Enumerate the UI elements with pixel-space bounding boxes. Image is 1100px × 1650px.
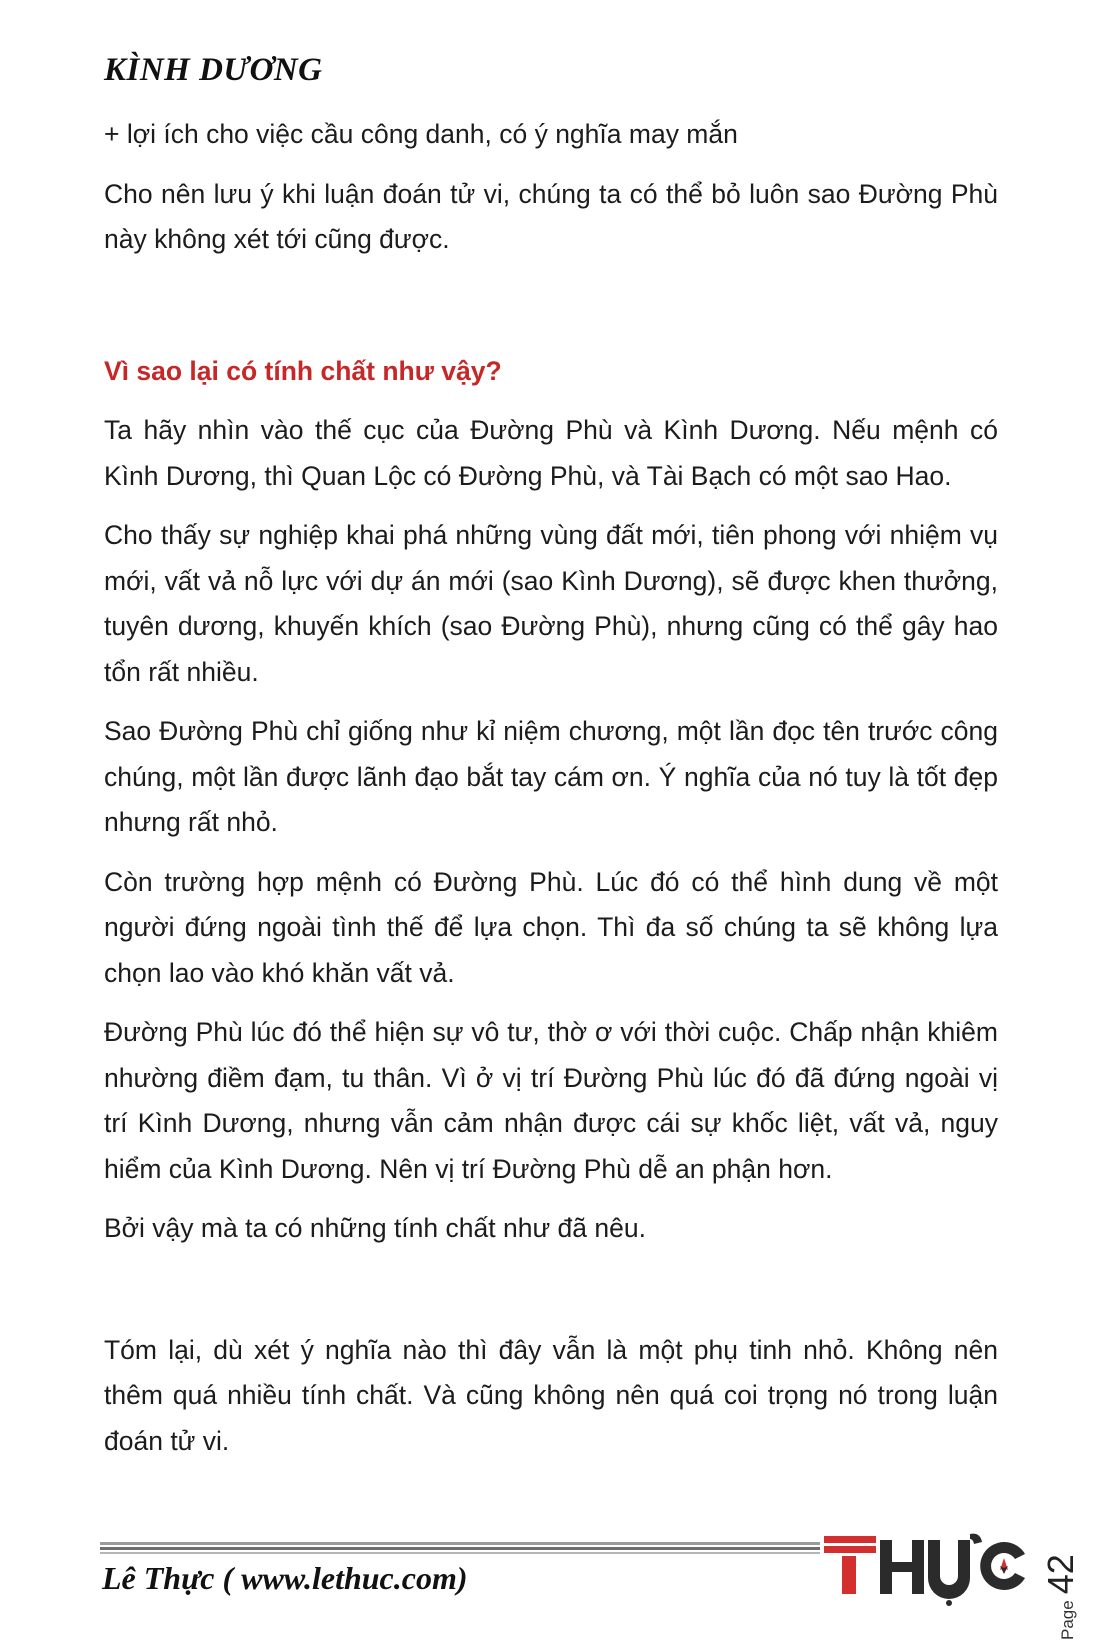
logo-letter-h — [880, 1540, 924, 1594]
page-number-value: 42 — [1040, 1554, 1081, 1595]
footer-divider — [100, 1542, 820, 1556]
logo-letter-u — [928, 1534, 982, 1606]
page-header-title: KÌNH DƯƠNG — [104, 52, 323, 88]
paragraph-structure: Ta hãy nhìn vào thế cục của Đường Phù và Kình Dương. Nếu mệnh có Kình Dương, thì Quan Lộc có Đường Phù, và Tài Bạch có một sao Hao. — [104, 415, 998, 491]
thuc-logo — [822, 1526, 1032, 1606]
paragraph-career: Cho thấy sự nghiệp khai phá những vùng đất mới, tiên phong với nhiệm vụ mới, vất vả nỗ lực với dự án mới (sao Kình Dương), sẽ được khen thưởng, tuyên dương, khuyến khích (sao Đường Phù), nhưng cũng có thể gây hao tổn rất nhiều. — [104, 520, 998, 687]
main-content — [104, 112, 998, 1478]
paragraph-summary: Tóm lại, dù xét ý nghĩa nào thì đây vẫn là một phụ tinh nhỏ. Không nên thêm quá nhiều tính chất. Và cũng không nên quá coi trọng nó trong luận đoán tử vi. — [104, 1334, 998, 1456]
paragraph-note: Cho nên lưu ý khi luận đoán tử vi, chúng ta có thể bỏ luôn sao Đường Phù này không xét tới cũng được. — [104, 178, 998, 254]
paragraph-medal: Sao Đường Phù chỉ giống như kỉ niệm chương, một lần đọc tên trước công chúng, một lần được lãnh đạo bắt tay cám ơn. Ý nghĩa của nó tuy là tốt đẹp nhưng rất nhỏ. — [104, 716, 998, 837]
paragraph-conclusion: Bởi vậy mà ta có những tính chất như đã nêu. — [104, 1213, 646, 1243]
page-label: Page — [1058, 1600, 1077, 1640]
paragraph-benefit: + lợi ích cho việc cầu công danh, có ý nghĩa may mắn — [104, 119, 738, 149]
section-heading: Vì sao lại có tính chất như vậy? — [104, 355, 502, 386]
footer-author: Lê Thực ( www.lethuc.com) — [102, 1560, 468, 1596]
page-number — [1040, 1520, 1080, 1640]
paragraph-life-case: Còn trường hợp mệnh có Đường Phù. Lúc đó có thể hình dung về một người đứng ngoài tình thế để lựa chọn. Thì đa số chúng ta sẽ không lựa chọn lao vào khó khăn vất vả. — [104, 866, 998, 988]
paragraph-indifference: Đường Phù lúc đó thể hiện sự vô tư, thờ ơ với thời cuộc. Chấp nhận khiêm nhường điềm đạm, tu thân. Vì ở vị trí Đường Phù lúc đó đã đứng ngoài vị trí Kình Dương, nhưng vẫn cảm nhận được cái sự khốc liệt, vất vả, nguy hiểm của Kình Dương. Nên vị trí Đường Phù dễ an phận hơn. — [104, 1017, 998, 1184]
logo-letter-c-compass — [980, 1542, 1025, 1590]
logo-letter-t — [824, 1536, 876, 1594]
